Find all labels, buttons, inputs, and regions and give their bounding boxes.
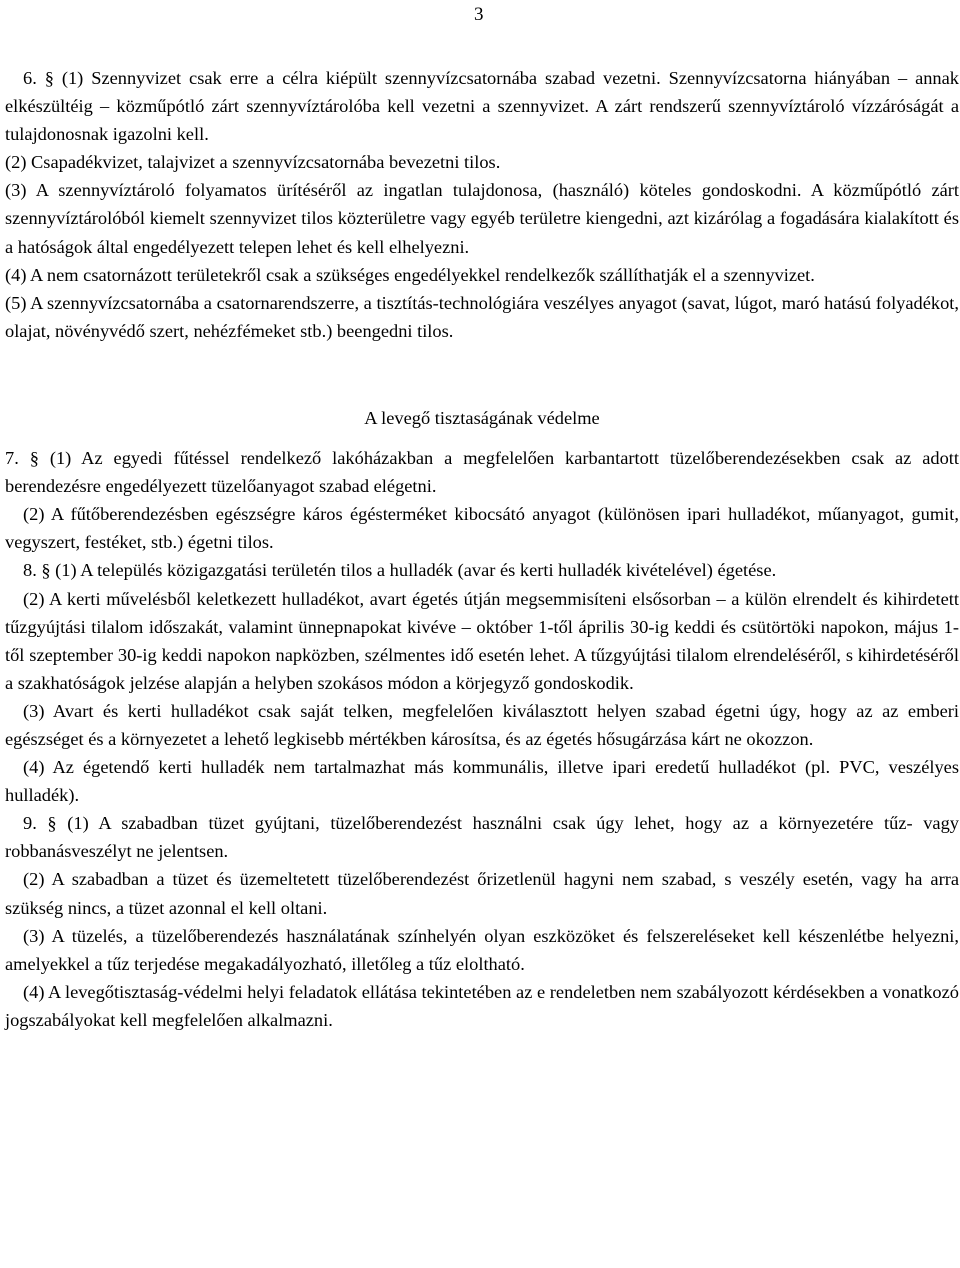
paragraph-8-2: (2) A kerti művelésből keletkezett hulladékot, avart égetés útján megsemmisíteni elsősorban – a külön elrendelt és kihirdetett tűzgyújtási tilalom időszakát, valamint ünnepnapokat kivéve – október 1-től április 30-ig keddi és csütörtöki napokon, május 1-től szeptember 30-ig keddi napokon napközben, szélmentes idő esetén lehet. A tűzgyújtási tilalom elrendeléséről, s kihirdetéséről a szakhatóságok jelzése alapján a helyben szokásos módon a körjegyző gondoskodik. (5, 588, 959, 693)
paragraph-6-1: 6. § (1) Szennyvizet csak erre a célra kiépült szennyvízcsatornába szabad vezetni. Szennyvízcsatorna hiányában – annak elkészültéig – közműpótló zárt szennyvíztárolóba kell vezetni a szennyvizet. A zárt rendszerű szennyvíztároló vízzáróságát a tulajdonosnak igazolni kell. (5, 68, 959, 145)
paragraph-8-3: (3) Avart és kerti hulladékot csak saját telken, megfelelően kiválasztott helyen szabad égetni úgy, hogy az az emberi egészséget és a környezetet a lehető legkisebb mértékben károsítsa, és az égetés hősugárzása kárt ne okozzon. (5, 700, 959, 749)
paragraph-9-2: (2) A szabadban a tüzet és üzemeltetett tüzelőberendezést őrizetlenül hagyni nem szabad, s veszély esetén, vagy ha arra szükség nincs, a tüzet azonnal el kell oltani. (5, 869, 959, 918)
paragraph-8-1: 8. § (1) A település közigazgatási területén tilos a hulladék (avar és kerti hulladék kivételével) égetése. (23, 560, 777, 581)
paragraph-7-2: (2) A fűtőberendezésben egészségre káros égésterméket kibocsátó anyagot (különösen ipari hulladékot, műanyagot, gumit, vegyszert, festéket, stb.) égetni tilos. (5, 504, 959, 553)
paragraph-6-2: (2) Csapadékvizet, talajvizet a szennyvízcsatornába bevezetni tilos. (5, 152, 501, 173)
paragraph-7-1: 7. § (1) Az egyedi fűtéssel rendelkező lakóházakban a megfelelően karbantartott tüzelőberendezésekben csak az adott berendezésre engedélyezett tüzelőanyagot szabad elégetni. (5, 448, 959, 497)
paragraph-9-1: 9. § (1) A szabadban tüzet gyújtani, tüzelőberendezést használni csak úgy lehet, hogy az a környezetére tűz- vagy robbanásveszélyt ne jelentsen. (5, 813, 959, 862)
section-heading: A levegő tisztaságának védelme (364, 407, 600, 428)
page-number: 3 (474, 4, 484, 25)
paragraph-6-5: (5) A szennyvízcsatornába a csatornarendszerre, a tisztítás-technológiára veszélyes anyagot (savat, lúgot, maró hatású folyadékot, olajat, növényvédő szert, nehézfémeket stb.) beengedni tilos. (5, 292, 959, 341)
paragraph-8-4: (4) Az égetendő kerti hulladék nem tartalmazhat más kommunális, illetve ipari eredetű hulladékot (pl. PVC, veszélyes hulladék). (5, 757, 959, 806)
document-body (5, 64, 959, 1034)
paragraph-6-4: (4) A nem csatornázott területekről csak a szükséges engedélyekkel rendelkezők szállíthatják el a szennyvizet. (5, 264, 815, 285)
paragraph-9-3: (3) A tüzelés, a tüzelőberendezés használatának színhelyén olyan eszközöket és felszereléseket kell készenlétbe helyezni, amelyekkel a tűz terjedése megakadályozható, illetőleg a tűz eloltható. (5, 925, 959, 974)
paragraph-6-3: (3) A szennyvíztároló folyamatos ürítéséről az ingatlan tulajdonosa, (használó) köteles gondoskodni. A közműpótló zárt szennyvíztárolóból kiemelt szennyvizet tilos közterületre vagy egyéb területre kiengedni, azt kizárólag a fogadására kialakított és a hatóságok által engedélyezett telepen lehet és kell elhelyezni. (5, 180, 959, 257)
paragraph-9-4: (4) A levegőtisztaság-védelmi helyi feladatok ellátása tekintetében az e rendeletben nem szabályozott kérdésekben a vonatkozó jogszabályokat kell megfelelően alkalmazni. (5, 981, 959, 1030)
